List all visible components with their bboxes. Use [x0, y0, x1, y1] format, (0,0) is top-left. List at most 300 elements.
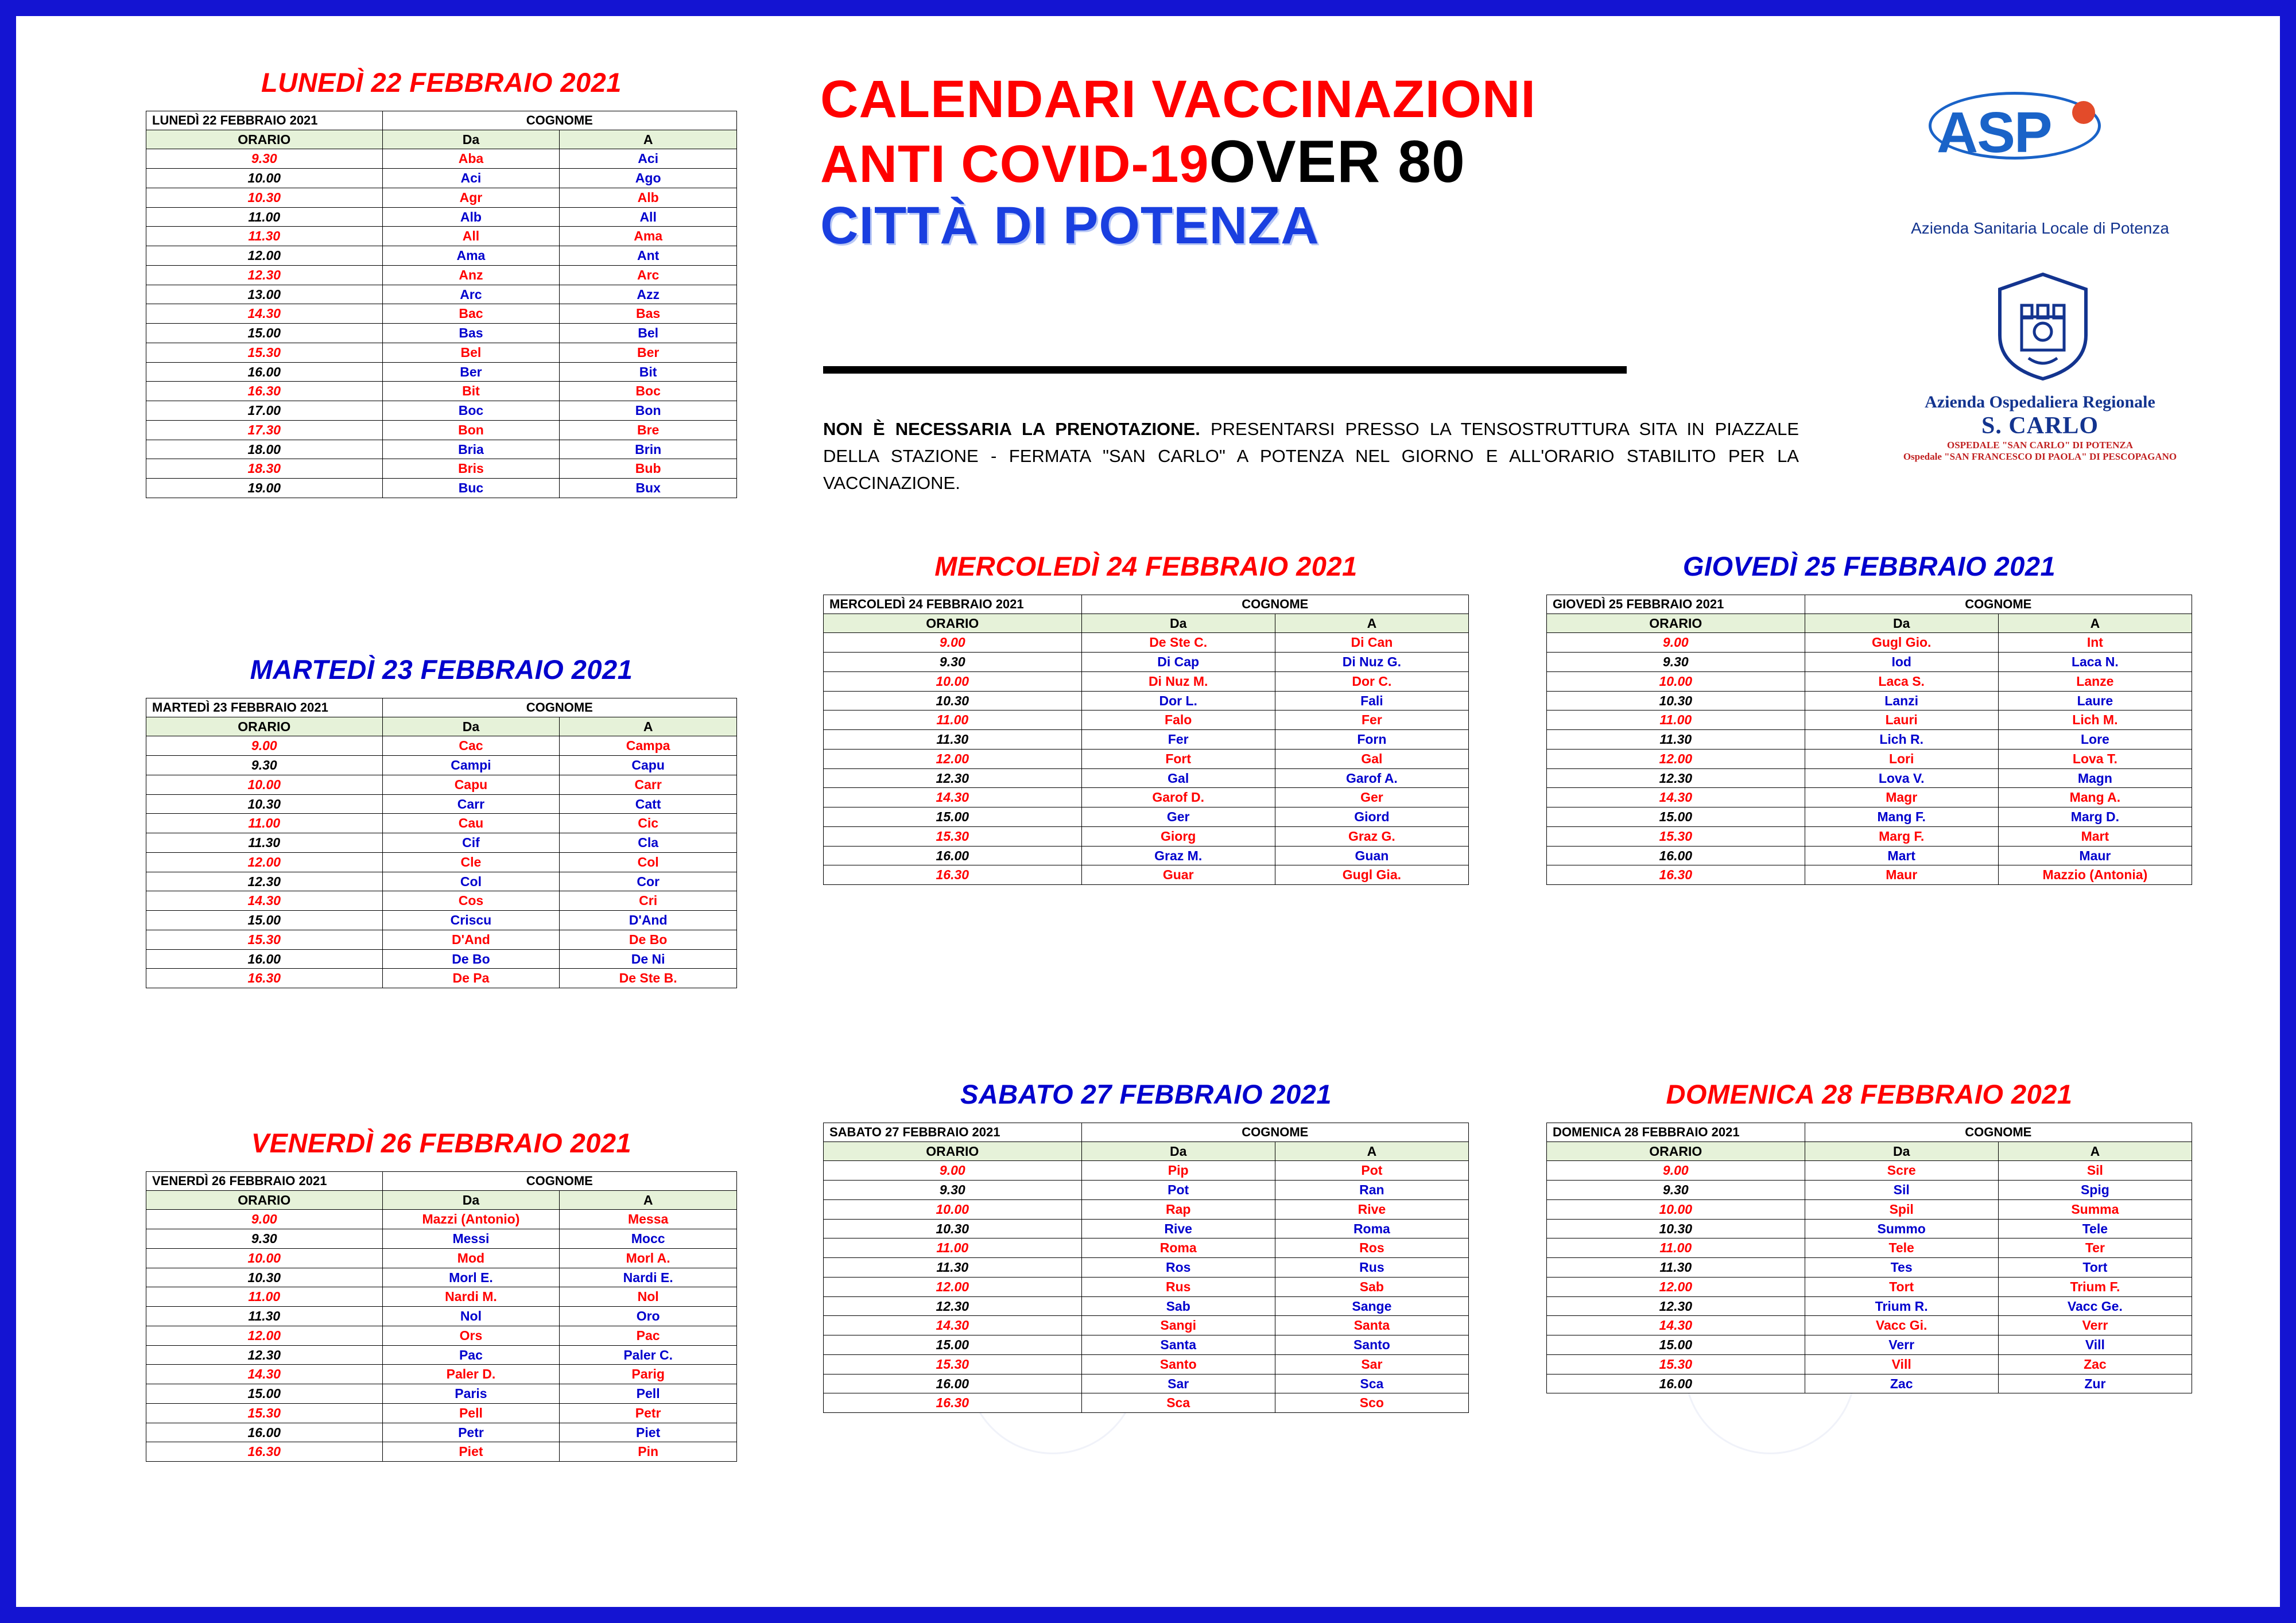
cell-time: 9.00	[1547, 1161, 1805, 1181]
cell-da: Cac	[382, 736, 560, 756]
asp-logo-subtitle: Azienda Sanitaria Locale di Potenza	[1911, 219, 2169, 237]
cell-da: Bas	[382, 324, 560, 343]
cell-a: Laure	[1998, 691, 2192, 710]
cell-time: 15.00	[146, 911, 383, 930]
cell-da: Magr	[1805, 788, 1998, 807]
cell-da: Fer	[1081, 730, 1275, 750]
schedule-table	[1546, 595, 2192, 885]
table-row	[824, 788, 1469, 807]
table-row	[824, 671, 1469, 691]
table-row	[146, 930, 737, 949]
table-row	[824, 1161, 1469, 1181]
table-row	[146, 1423, 737, 1442]
cell-da: Iod	[1805, 653, 1998, 672]
cell-time: 16.30	[1547, 865, 1805, 885]
cell-a: Pell	[560, 1384, 737, 1404]
cell-da: Boc	[382, 401, 560, 421]
cell-da: Lich R.	[1805, 730, 1998, 750]
table-row	[146, 949, 737, 969]
cell-time: 15.00	[1547, 807, 1805, 827]
cell-time: 10.00	[146, 1248, 383, 1268]
cell-a: Aci	[560, 149, 737, 169]
schedule-table	[146, 698, 737, 988]
cell-a: Ran	[1275, 1181, 1468, 1200]
cell-a: Gugl Gia.	[1275, 865, 1468, 885]
day-title: MERCOLEDÌ 24 FEBBRAIO 2021	[934, 551, 1358, 581]
cell-time: 9.00	[146, 736, 383, 756]
cell-da: Vill	[1805, 1354, 1998, 1374]
cell-time: 11.00	[146, 814, 383, 833]
table-row	[1547, 710, 2192, 730]
table-row	[146, 362, 737, 382]
column-header-orario: ORARIO	[824, 614, 1082, 633]
cell-time: 10.30	[824, 1219, 1082, 1238]
table-row	[824, 710, 1469, 730]
cell-time: 12.00	[146, 246, 383, 266]
cell-da: Aci	[382, 169, 560, 188]
table-row	[1547, 1374, 2192, 1393]
cell-time: 9.00	[1547, 633, 1805, 653]
cell-a: Ago	[560, 169, 737, 188]
table-row	[1547, 846, 2192, 865]
table-row	[1547, 1316, 2192, 1335]
cell-a: Ama	[560, 227, 737, 246]
table-row	[146, 736, 737, 756]
cell-a: Mocc	[560, 1229, 737, 1249]
cell-time: 11.30	[146, 227, 383, 246]
cell-da: Sca	[1081, 1393, 1275, 1413]
cell-da: Messi	[382, 1229, 560, 1249]
table-row	[824, 807, 1469, 827]
cell-da: Pip	[1081, 1161, 1275, 1181]
cell-da: Roma	[1081, 1238, 1275, 1258]
cell-da: Paris	[382, 1384, 560, 1404]
cell-da: Aba	[382, 149, 560, 169]
column-header-orario: ORARIO	[146, 1190, 383, 1210]
table-cognome-header: COGNOME	[1805, 1123, 2192, 1142]
cell-time: 11.00	[824, 1238, 1082, 1258]
cell-da: Morl E.	[382, 1268, 560, 1287]
table-row	[1547, 1219, 2192, 1238]
cell-a: Bit	[560, 362, 737, 382]
table-row	[146, 304, 737, 324]
cell-da: Pot	[1081, 1181, 1275, 1200]
cell-da: Falo	[1081, 710, 1275, 730]
column-header-a: A	[560, 130, 737, 149]
cell-time: 11.00	[146, 207, 383, 227]
table-row	[1547, 1199, 2192, 1219]
cell-a: Santo	[1275, 1335, 1468, 1355]
cell-a: Vill	[1998, 1335, 2192, 1355]
cell-a: Cic	[560, 814, 737, 833]
table-row	[1547, 1258, 2192, 1278]
table-row	[824, 768, 1469, 788]
cell-da: Cif	[382, 833, 560, 853]
table-row	[824, 1199, 1469, 1219]
poster-title	[820, 71, 1808, 255]
table-row	[824, 1238, 1469, 1258]
cell-da: Verr	[1805, 1335, 1998, 1355]
column-header-a: A	[560, 717, 737, 736]
cell-da: De Bo	[382, 949, 560, 969]
cell-da: Zac	[1805, 1374, 1998, 1393]
cell-a: Summa	[1998, 1199, 2192, 1219]
cell-a: Rus	[1275, 1258, 1468, 1278]
table-row	[1547, 653, 2192, 672]
column-header-a: A	[560, 1190, 737, 1210]
cell-time: 11.00	[146, 1287, 383, 1307]
cell-da: Mod	[382, 1248, 560, 1268]
cell-a: Gal	[1275, 749, 1468, 768]
table-cognome-header: COGNOME	[1081, 1123, 1468, 1142]
notice-bold: NON È NECESSARIA LA PRENOTAZIONE.	[823, 419, 1200, 439]
table-row	[146, 794, 737, 814]
table-row	[824, 1181, 1469, 1200]
cell-a: Mang A.	[1998, 788, 2192, 807]
cell-da: Giorg	[1081, 826, 1275, 846]
cell-time: 10.30	[1547, 691, 1805, 710]
table-row	[146, 188, 737, 207]
san-carlo-caption	[1851, 393, 2229, 463]
table-cognome-header: COGNOME	[382, 698, 736, 717]
cell-time: 18.00	[146, 440, 383, 459]
table-row	[1547, 1277, 2192, 1296]
cell-da: Sangi	[1081, 1316, 1275, 1335]
cell-da: Gugl Gio.	[1805, 633, 1998, 653]
cell-da: Bac	[382, 304, 560, 324]
table-row	[146, 1442, 737, 1462]
cell-da: De Pa	[382, 969, 560, 988]
day-title: SABATO 27 FEBBRAIO 2021	[960, 1079, 1332, 1109]
table-row	[824, 633, 1469, 653]
table-row	[824, 826, 1469, 846]
cell-a: Pac	[560, 1326, 737, 1345]
cell-time: 11.00	[824, 710, 1082, 730]
title-line-2: ANTI COVID-19	[820, 135, 1209, 194]
cell-da: Rus	[1081, 1277, 1275, 1296]
cell-da: Anz	[382, 265, 560, 285]
table-row	[1547, 1354, 2192, 1374]
day-table-wrap	[146, 111, 737, 498]
cell-time: 15.30	[1547, 1354, 1805, 1374]
column-header-da: Da	[382, 1190, 560, 1210]
cell-time: 9.30	[146, 149, 383, 169]
cell-da: Graz M.	[1081, 846, 1275, 865]
cell-a: Sab	[1275, 1277, 1468, 1296]
day-block-mercoledi-24	[823, 550, 1469, 885]
cell-time: 14.30	[824, 1316, 1082, 1335]
cell-a: Nol	[560, 1287, 737, 1307]
cell-time: 16.30	[824, 1393, 1082, 1413]
cell-da: Bel	[382, 343, 560, 362]
cell-a: Ter	[1998, 1238, 2192, 1258]
column-header-da: Da	[382, 130, 560, 149]
day-title: DOMENICA 28 FEBBRAIO 2021	[1666, 1079, 2073, 1109]
cell-da: Ors	[382, 1326, 560, 1345]
day-table-wrap	[146, 1171, 737, 1462]
cell-a: Capu	[560, 756, 737, 775]
cell-da: Summo	[1805, 1219, 1998, 1238]
table-row	[146, 872, 737, 891]
cell-da: Lanzi	[1805, 691, 1998, 710]
cell-time: 9.30	[1547, 1181, 1805, 1200]
cell-time: 9.00	[824, 1161, 1082, 1181]
poster-content	[20, 20, 2276, 1603]
column-header-orario: ORARIO	[1547, 1141, 1805, 1161]
day-title: LUNEDÌ 22 FEBBRAIO 2021	[261, 67, 622, 98]
cell-time: 17.30	[146, 420, 383, 440]
cell-a: Bux	[560, 479, 737, 498]
cell-da: Garof D.	[1081, 788, 1275, 807]
day-block-domenica-28	[1546, 1078, 2192, 1393]
cell-a: Ger	[1275, 788, 1468, 807]
cell-da: Cle	[382, 852, 560, 872]
table-row	[146, 459, 737, 479]
cell-time: 9.30	[146, 756, 383, 775]
table-row	[146, 246, 737, 266]
cell-time: 12.30	[824, 768, 1082, 788]
cell-a: Garof A.	[1275, 768, 1468, 788]
cell-time: 10.30	[824, 691, 1082, 710]
table-row	[1547, 768, 2192, 788]
cell-time: 16.30	[146, 969, 383, 988]
table-row	[146, 1248, 737, 1268]
cell-time: 11.30	[824, 730, 1082, 750]
cell-time: 10.30	[146, 1268, 383, 1287]
notice-rest: PRESENTARSI PRESSO LA TENSOSTRUTTURA SITA IN PIAZZALE DELLA STAZIONE - FERMATA "SAN CARLO" A POTENZA NEL GIORNO E ALL'ORARIO STABILITO PER LA VACCINAZIONE.	[823, 419, 1799, 494]
table-row	[146, 969, 737, 988]
table-row	[1547, 1181, 2192, 1200]
table-row	[1547, 633, 2192, 653]
table-row	[146, 775, 737, 794]
cell-a: Nardi E.	[560, 1268, 737, 1287]
cell-da: De Ste C.	[1081, 633, 1275, 653]
cell-time: 16.00	[1547, 1374, 1805, 1393]
cell-da: Maur	[1805, 865, 1998, 885]
cell-time: 9.00	[146, 1210, 383, 1229]
table-row	[146, 401, 737, 421]
cell-time: 12.30	[1547, 768, 1805, 788]
cell-a: Tort	[1998, 1258, 2192, 1278]
table-row	[146, 1268, 737, 1287]
cell-a: Sca	[1275, 1374, 1468, 1393]
cell-time: 16.00	[146, 362, 383, 382]
table-date-header: LUNEDÌ 22 FEBBRAIO 2021	[146, 111, 383, 130]
table-row	[146, 1345, 737, 1365]
table-row	[146, 852, 737, 872]
cell-time: 16.00	[1547, 846, 1805, 865]
cell-time: 17.00	[146, 401, 383, 421]
cell-a: Di Can	[1275, 633, 1468, 653]
table-date-header: MARTEDÌ 23 FEBBRAIO 2021	[146, 698, 383, 717]
asp-logo-text	[1937, 100, 2126, 166]
cell-time: 9.30	[1547, 653, 1805, 672]
cell-time: 16.00	[146, 949, 383, 969]
cell-a: Mazzio (Antonia)	[1998, 865, 2192, 885]
table-cognome-header: COGNOME	[382, 111, 736, 130]
table-row	[146, 285, 737, 304]
cell-da: Piet	[382, 1442, 560, 1462]
cell-time: 10.00	[1547, 671, 1805, 691]
table-row	[146, 207, 737, 227]
cell-time: 9.30	[824, 653, 1082, 672]
table-cognome-header: COGNOME	[1081, 595, 1468, 614]
table-row	[146, 265, 737, 285]
table-row	[824, 1296, 1469, 1316]
cell-time: 15.00	[824, 807, 1082, 827]
day-table-wrap	[823, 595, 1469, 885]
cell-da: Tele	[1805, 1238, 1998, 1258]
cell-a: Cri	[560, 891, 737, 911]
column-header-orario: ORARIO	[1547, 614, 1805, 633]
table-row	[146, 1229, 737, 1249]
column-header-orario: ORARIO	[146, 717, 383, 736]
table-row	[1547, 1335, 2192, 1355]
cell-a: Boc	[560, 382, 737, 401]
cell-da: Santa	[1081, 1335, 1275, 1355]
cell-time: 15.30	[146, 930, 383, 949]
cell-a: Arc	[560, 265, 737, 285]
cell-time: 11.30	[824, 1258, 1082, 1278]
cell-da: Campi	[382, 756, 560, 775]
table-row	[146, 1365, 737, 1384]
cell-a: Sco	[1275, 1393, 1468, 1413]
title-over80: OVER 80	[1209, 129, 1465, 196]
cell-a: Carr	[560, 775, 737, 794]
table-row	[146, 891, 737, 911]
cell-a: Catt	[560, 794, 737, 814]
table-row	[146, 169, 737, 188]
cell-da: Tort	[1805, 1277, 1998, 1296]
cell-time: 19.00	[146, 479, 383, 498]
table-row	[1547, 691, 2192, 710]
cell-a: De Ni	[560, 949, 737, 969]
column-header-da: Da	[1081, 614, 1275, 633]
table-row	[146, 479, 737, 498]
cell-a: Oro	[560, 1307, 737, 1326]
column-header-da: Da	[1805, 614, 1998, 633]
cell-time: 9.30	[146, 1229, 383, 1249]
cell-time: 15.30	[824, 1354, 1082, 1374]
cell-time: 16.30	[146, 382, 383, 401]
table-row	[1547, 730, 2192, 750]
table-row	[824, 865, 1469, 885]
cell-a: Ber	[560, 343, 737, 362]
cell-da: Ger	[1081, 807, 1275, 827]
cell-a: Tele	[1998, 1219, 2192, 1238]
cell-time: 12.30	[146, 1345, 383, 1365]
cell-time: 16.30	[146, 1442, 383, 1462]
cell-da: Paler D.	[382, 1365, 560, 1384]
cell-time: 12.00	[146, 852, 383, 872]
table-row	[146, 911, 737, 930]
cell-da: Spil	[1805, 1199, 1998, 1219]
table-row	[1547, 1296, 2192, 1316]
cell-a: Fer	[1275, 710, 1468, 730]
cell-da: Bria	[382, 440, 560, 459]
schedule-table	[823, 1123, 1469, 1413]
cell-time: 12.30	[146, 265, 383, 285]
cell-da: Mang F.	[1805, 807, 1998, 827]
san-carlo-line4: Ospedale "SAN FRANCESCO DI PAOLA" DI PESCOPAGANO	[1903, 451, 2177, 462]
cell-a: Ros	[1275, 1238, 1468, 1258]
cell-da: Col	[382, 872, 560, 891]
cell-da: Pell	[382, 1403, 560, 1423]
cell-da: Bon	[382, 420, 560, 440]
table-row	[1547, 807, 2192, 827]
cell-a: Magn	[1998, 768, 2192, 788]
cell-time: 11.00	[1547, 710, 1805, 730]
cell-time: 15.30	[824, 826, 1082, 846]
san-carlo-line3: OSPEDALE "SAN CARLO" DI POTENZA	[1947, 440, 2133, 451]
cell-da: Trium R.	[1805, 1296, 1998, 1316]
table-row	[1547, 1161, 2192, 1181]
cell-a: Parig	[560, 1365, 737, 1384]
cell-a: D'And	[560, 911, 737, 930]
day-block-venerdi-26	[146, 1127, 737, 1462]
day-block-martedi-23	[146, 654, 737, 988]
table-row	[1547, 788, 2192, 807]
cell-time: 9.30	[824, 1181, 1082, 1200]
cell-a: Campa	[560, 736, 737, 756]
cell-time: 16.00	[146, 1423, 383, 1442]
cell-time: 12.00	[824, 1277, 1082, 1296]
day-block-lunedi-22	[146, 67, 737, 498]
cell-a: Vacc Ge.	[1998, 1296, 2192, 1316]
cell-da: Nardi M.	[382, 1287, 560, 1307]
cell-da: Lauri	[1805, 710, 1998, 730]
cell-time: 14.30	[1547, 1316, 1805, 1335]
san-carlo-crest-icon	[1994, 272, 2092, 381]
cell-da: Cos	[382, 891, 560, 911]
cell-da: Scre	[1805, 1161, 1998, 1181]
cell-time: 15.00	[146, 1384, 383, 1404]
cell-a: Di Nuz G.	[1275, 653, 1468, 672]
cell-da: Sar	[1081, 1374, 1275, 1393]
cell-da: Laca S.	[1805, 671, 1998, 691]
cell-da: Gal	[1081, 768, 1275, 788]
cell-a: Graz G.	[1275, 826, 1468, 846]
cell-a: Fali	[1275, 691, 1468, 710]
table-row	[146, 420, 737, 440]
column-header-da: Da	[1081, 1141, 1275, 1161]
cell-a: Cor	[560, 872, 737, 891]
cell-da: Buc	[382, 479, 560, 498]
cell-a: Alb	[560, 188, 737, 207]
cell-da: Lova V.	[1805, 768, 1998, 788]
cell-time: 12.00	[824, 749, 1082, 768]
cell-da: Arc	[382, 285, 560, 304]
cell-a: Dor C.	[1275, 671, 1468, 691]
day-title: GIOVEDÌ 25 FEBBRAIO 2021	[1682, 551, 2056, 581]
cell-a: Sange	[1275, 1296, 1468, 1316]
day-table-wrap	[146, 698, 737, 988]
cell-da: Rap	[1081, 1199, 1275, 1219]
cell-da: Pac	[382, 1345, 560, 1365]
cell-a: Laca N.	[1998, 653, 2192, 672]
cell-da: Criscu	[382, 911, 560, 930]
cell-a: Morl A.	[560, 1248, 737, 1268]
cell-da: Rive	[1081, 1219, 1275, 1238]
table-row	[824, 1277, 1469, 1296]
cell-time: 10.00	[824, 671, 1082, 691]
column-header-a: A	[1275, 614, 1468, 633]
cell-a: All	[560, 207, 737, 227]
asp-logo	[1937, 100, 2126, 174]
cell-da: Sil	[1805, 1181, 1998, 1200]
cell-a: Lova T.	[1998, 749, 2192, 768]
cell-time: 12.30	[146, 872, 383, 891]
